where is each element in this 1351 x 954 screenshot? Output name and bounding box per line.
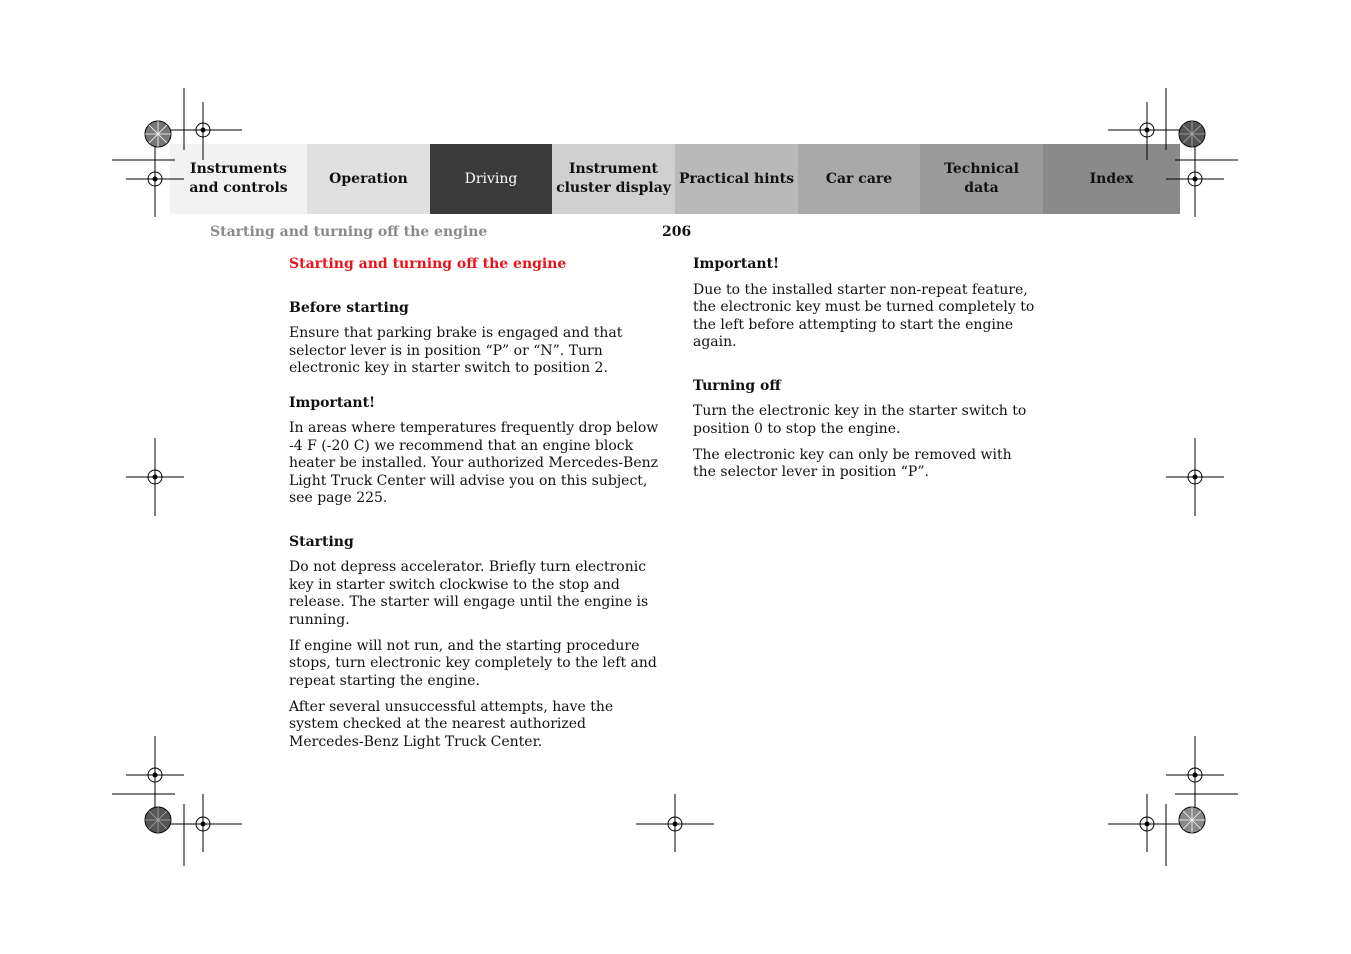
heading-important: Important! [289,394,376,411]
tab-practical-hints[interactable]: Practical hints [675,144,798,214]
tab-car-care[interactable]: Car care [798,144,920,214]
section-title: Starting and turning off the engine [289,256,567,272]
tab-operation[interactable]: Operation [307,144,430,214]
heading-turning-off: Turning off [693,377,781,394]
star-target-top-left [145,121,171,147]
heading-important-right: Important! [693,256,780,272]
turning-off-paragraph-2: The electronic key can only be removed with the selector lever in position “P”. [693,446,1012,480]
starting-paragraph-1: Do not depress accelerator. Briefly turn electronic key in starter switch clockwise to the stop and release. The starter will engage until the engine is running. [289,559,649,628]
star-target-bottom-left [145,807,171,833]
tab-driving[interactable]: Driving [430,144,552,214]
running-header-section: Starting and turning off the engine [210,224,488,240]
star-target-bottom-right [1179,807,1205,833]
tab-instrument-cluster-display[interactable]: Instrument cluster display [552,144,675,214]
important-right-text: Due to the installed starter non-repeat feature, the electronic key must be turned completely to the left before attempting to start the engine again. [693,281,1035,350]
before-starting-text: Ensure that parking brake is engaged and that selector lever is in position “P” or “N”. Turn electronic key in starter switch to position 2. [289,325,623,376]
star-target-top-right [1179,121,1205,147]
starting-paragraph-3: After several unsuccessful attempts, have the system checked at the nearest authorized Mercedes-Benz Light Truck Center. [289,698,614,750]
starting-paragraph-2: If engine will not run, and the starting procedure stops, turn electronic key completely to the left and repeat starting the engine. [289,637,657,689]
important-text: In areas where temperatures frequently drop below -4 F (-20 C) we recommend that an engine block heater be installed. Your authorized Mercedes-Benz Light Truck Center will advise you on this subject, see page 225. [289,420,659,506]
tab-technical-data[interactable]: Technical data [920,144,1043,214]
turning-off-paragraph-1: Turn the electronic key in the starter switch to position 0 to stop the engine. [693,403,1027,437]
heading-before-starting: Before starting [289,299,409,316]
tab-instruments-and-controls[interactable]: Instruments and controls [170,144,307,214]
tab-index[interactable]: Index [1043,144,1180,214]
page-number: 206 [662,224,692,240]
heading-starting: Starting [289,533,354,550]
